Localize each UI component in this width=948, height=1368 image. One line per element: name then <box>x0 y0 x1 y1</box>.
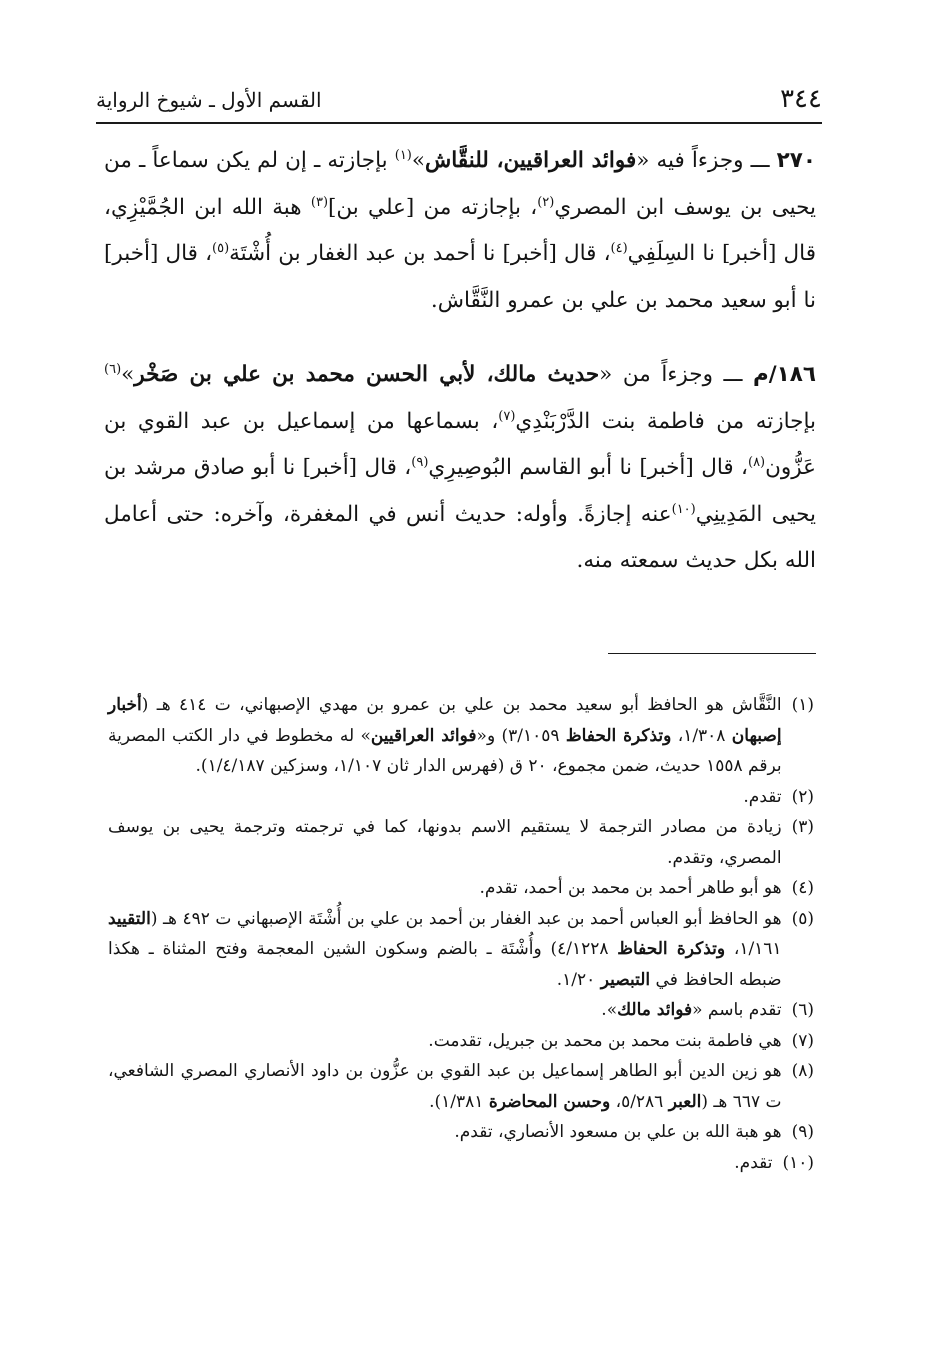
bold-title: فوائد العراقيين <box>370 725 477 746</box>
text-run: ، قال [أخبر] نا أحمد بن عبد الغفار بن أُشْتَة <box>229 241 611 266</box>
text-run: ١/٣٠٨، <box>671 725 732 746</box>
text-run: » له مخطوط في دار الكتب المصرية برقم ١٥٥٨ حديث، ضمن مجموع، ٢٠ ق (فهرس الدار ثان ١/١٠٧، وسزكين ١/٤/١٨٧). <box>108 725 782 776</box>
footnote-number: (٥) <box>791 908 814 929</box>
footnote-item <box>108 1056 814 1117</box>
footnotes <box>108 690 814 1178</box>
footnote-text <box>108 1117 782 1148</box>
bold-title: وحسن المحاضرة <box>488 1091 611 1112</box>
text-run: ، بسماعها من إسماعيل بن عبد القوي بن عَزُّون <box>104 408 816 480</box>
text-run: هبة الله ابن الجُمَّيْزِي، قال [أخبر] نا السِلَفِي <box>104 194 816 266</box>
footnote-item <box>108 904 814 996</box>
text-run: هو أبو طاهر أحمد بن محمد بن أحمد، تقدم. <box>479 878 782 898</box>
text-run: » <box>121 362 135 387</box>
footnote-text <box>108 782 782 813</box>
text-run: ، قال [أخبر] نا أبو سعيد محمد بن علي بن عمرو النَّقَّاش. <box>104 241 816 313</box>
footnote-ref: (١) <box>394 148 412 163</box>
footnote-ref: (٨) <box>747 455 766 470</box>
text-run: زيادة من مصادر الترجمة لا يستقيم الاسم بدونها، كما في ترجمته وترجمة يحيى بن يوسف المصري، وتقدم. <box>108 817 782 868</box>
footnote-text <box>108 904 782 996</box>
text-run: ، قال [أخبر] نا أبو صادق مرشد بن يحيى المَدِينِي <box>104 455 816 527</box>
entry-270 <box>104 138 816 324</box>
footnote-ref: (٦) <box>104 362 122 377</box>
text-run: ـــ وجزءاً من « <box>599 362 753 387</box>
footnote-number: (٢) <box>791 786 814 807</box>
footnote-number: (٦) <box>791 1000 814 1020</box>
text-run: ». <box>601 1000 618 1020</box>
bold-title: وتذكرة الحفاظ <box>565 725 672 746</box>
bold-title: فوائد مالك <box>617 1000 693 1020</box>
text-run: النَّقَّاش هو الحافظ أبو سعيد محمد بن علي بن عمرو بن مهدي الإصبهاني، ت ٤١٤ هـ ( <box>141 695 782 715</box>
header-rule <box>96 122 822 124</box>
footnote-ref: (١٠) <box>671 501 696 517</box>
footnote-item <box>108 995 814 1026</box>
footnote-number: (٨) <box>791 1061 814 1081</box>
footnote-item <box>108 812 814 873</box>
footnote-text <box>108 1026 782 1057</box>
main-text <box>104 138 816 585</box>
bold-title: حديث مالك، لأبي الحسن محمد بن علي بن صَخْر <box>134 362 600 387</box>
text-run: ١/٢٠. <box>556 969 601 990</box>
footnote-ref: (٢) <box>537 194 555 210</box>
footnote-ref: (٤) <box>610 241 628 256</box>
footnote-text <box>108 1056 782 1117</box>
footnote-text <box>108 995 782 1026</box>
text-run: ٣/١٠٥٩) و« <box>476 725 566 746</box>
footnote-text <box>108 690 782 782</box>
text-run: عنه إجازةً. وأوله: حديث أنس في المغفرة، وآخره: حتى أعامل الله بكل حديث سمعته منه. <box>104 501 816 573</box>
footnote-item <box>108 782 814 813</box>
text-run: » <box>411 148 426 173</box>
footnote-number: (٧) <box>791 1030 814 1051</box>
footnote-ref: (٧) <box>498 408 516 424</box>
text-run: هو زين الدين أبو الطاهر إسماعيل بن عبد القوي بن عزُّون بن داود الأنصاري المصري الشافعي، ت ٦٦٧ هـ ( <box>108 1061 782 1112</box>
text-run: تقدم. <box>734 1152 773 1173</box>
running-title: القسم الأول ـ شيوخ الرواية <box>96 88 322 112</box>
text-run: ١/٣٨١). <box>429 1091 489 1112</box>
entry-number: ٢٧٠ <box>776 148 816 173</box>
footnote-item <box>108 873 814 904</box>
footnote-item <box>108 1026 814 1057</box>
text-run: تقدم. <box>743 786 782 807</box>
bold-title: العبر <box>668 1091 702 1112</box>
text-run: ١/١٦١، <box>725 939 782 959</box>
footnote-number: (١٠) <box>782 1152 814 1173</box>
footnote-text <box>108 812 782 873</box>
entry-number: ١٨٦/م <box>753 362 816 387</box>
footnote-text <box>108 873 782 904</box>
bold-title: التقييد <box>108 908 151 929</box>
bold-title: وتذكرة الحفاظ <box>617 939 726 959</box>
footnote-item <box>108 1117 814 1148</box>
text-run: بإجازته ـ إن لم يكن سماعاً ـ من يحيى بن يوسف ابن المصري <box>104 148 816 220</box>
bold-title: التبصير <box>600 969 651 990</box>
text-run: بإجازته من فاطمة بنت الدَّرْبَنْدِي <box>515 408 816 434</box>
bold-title: فوائد العراقيين، للنقَّاش <box>425 148 637 173</box>
footnote-item <box>108 1148 814 1179</box>
footnote-ref: (٥) <box>212 241 230 256</box>
page-header <box>96 82 822 122</box>
text-run: ٥/٢٨٦، <box>610 1091 669 1112</box>
text-run: هو هبة الله بن علي بن مسعود الأنصاري، تقدم. <box>454 1122 782 1142</box>
footnote-number: (٣) <box>791 817 814 837</box>
bold-title: أخبار إصبهان <box>108 695 782 746</box>
text-run: ، بإجازته من [علي بن] <box>328 194 538 220</box>
footnote-item <box>108 690 814 782</box>
text-run: هو الحافظ أبو العباس أحمد بن عبد الغفار بن أحمد بن علي بن أُشْتَة الإصبهاني ت ٤٩٢ هـ ( <box>150 908 782 929</box>
entry-186m <box>104 352 816 585</box>
footnote-number: (٤) <box>791 878 814 898</box>
footnote-number: (٩) <box>791 1122 814 1142</box>
text-run: ٤/١٢٢٨) وأُشْتَة ـ بالضم وسكون الشين المعجمة وفتح المثناة ـ هكذا ضبطه الحافظ في <box>108 939 782 990</box>
text-run: ـــ وجزءاً فيه « <box>636 148 777 173</box>
footnote-number: (١) <box>791 695 814 715</box>
footnote-ref: (٩) <box>411 455 429 470</box>
footnote-separator <box>608 653 816 654</box>
page-number: ٣٤٤ <box>780 84 822 114</box>
text-run: هي فاطمة بنت محمد بن محمد بن جبريل، تقدمت. <box>428 1030 782 1051</box>
text-run: تقدم باسم « <box>692 1000 782 1020</box>
text-run: ، قال [أخبر] نا أبو القاسم البُوصِيرِي <box>428 455 748 480</box>
footnote-ref: (٣) <box>310 194 329 210</box>
footnote-text <box>108 1148 772 1179</box>
